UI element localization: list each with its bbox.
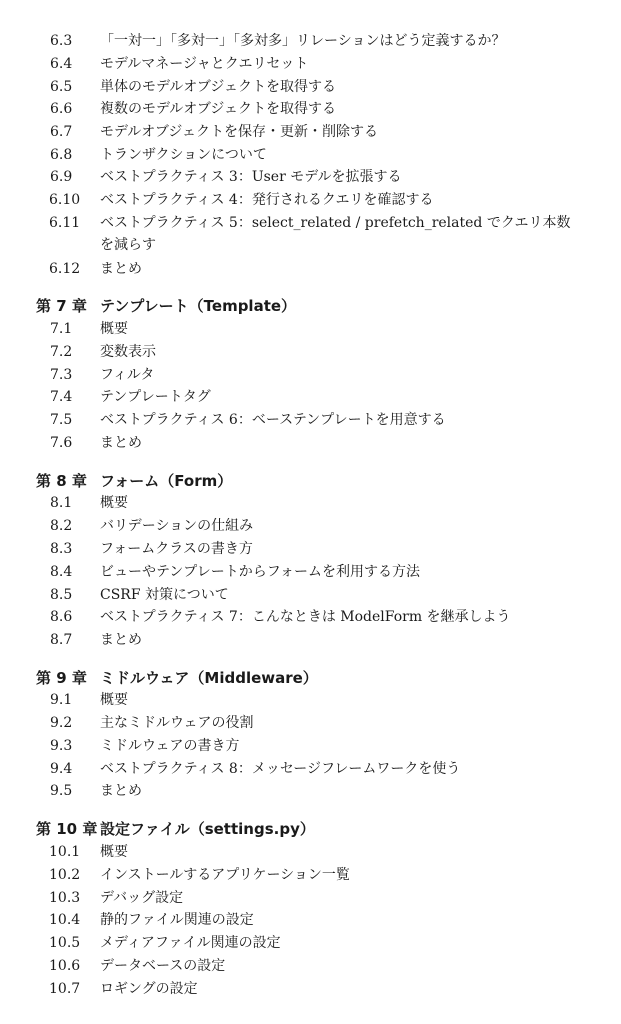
section-number: 10.5 [49,935,81,951]
section-title-continued: を減らす [100,237,156,253]
section-title: ロギングの設定 [100,981,198,997]
section-title: 概要 [100,321,128,337]
section-title: 概要 [100,692,128,708]
section-number: 8.5 [50,587,73,603]
section-number: 6.7 [50,124,73,140]
section-number: 10.6 [49,958,81,974]
chapter-number: 第 9 章 [36,669,87,687]
section-title: まとめ [100,632,142,648]
section-number: 9.5 [50,783,73,799]
section-number: 10.3 [49,890,81,906]
section-title: ミドルウェアの書き方 [100,738,240,754]
section-number: 10.2 [49,867,81,883]
section-title: 複数のモデルオブジェクトを取得する [100,101,337,117]
section-number: 9.1 [50,692,73,708]
section-number: 9.4 [50,761,73,777]
section-title: インストールするアプリケーション一覧 [100,867,350,883]
section-title: ベストプラクティス 5：select_related / prefetch_related でクエリ本数 [100,215,571,231]
section-title: 静的ファイル関連の設定 [100,912,254,928]
chapter-title: 設定ファイル（settings.py） [100,820,315,838]
section-title: まとめ [100,435,142,451]
section-title: 概要 [100,844,128,860]
section-number: 7.1 [50,321,73,337]
section-number: 6.4 [50,56,73,72]
section-number: 8.6 [50,609,73,625]
section-title: トランザクションについて [100,147,267,163]
section-title: まとめ [100,261,142,277]
section-number: 10.7 [49,981,81,997]
section-number: 7.2 [50,344,73,360]
section-title: メディアファイル関連の設定 [100,935,281,951]
section-number: 9.3 [50,738,73,754]
section-title: ベストプラクティス 8：メッセージフレームワークを使う [100,761,461,777]
chapter-number: 第 8 章 [36,472,87,490]
section-title: モデルオブジェクトを保存・更新・削除する [100,124,379,140]
section-number: 9.2 [50,715,73,731]
section-title: モデルマネージャとクエリセット [100,56,309,72]
section-title: フォームクラスの書き方 [100,541,253,557]
section-number: 6.3 [50,33,73,49]
section-title: 「一対一」「多対一」「多対多」リレーションはどう定義するか？ [100,33,506,49]
section-number: 6.5 [50,79,73,95]
chapter-title: フォーム（Form） [100,472,233,490]
section-number: 8.1 [50,495,73,511]
section-title: ベストプラクティス 3：User モデルを拡張する [100,169,402,185]
section-title: ベストプラクティス 6：ベーステンプレートを用意する [100,412,446,428]
section-title: CSRF 対策について [100,587,229,603]
section-title: 主なミドルウェアの役割 [100,715,254,731]
section-number: 6.8 [50,147,73,163]
chapter-title: テンプレート（Template） [100,297,297,315]
section-number: 7.4 [50,389,73,405]
section-number: 10.4 [49,912,81,928]
chapter-number: 第 7 章 [36,297,87,315]
section-number: 8.3 [50,541,73,557]
section-title: テンプレートタグ [100,389,211,405]
section-number: 10.1 [49,844,81,860]
chapter-title: ミドルウェア（Middleware） [100,669,318,687]
section-title: ベストプラクティス 4：発行されるクエリを確認する [100,192,434,208]
section-title: ベストプラクティス 7：こんなときは ModelForm を継承しよう [100,609,511,625]
section-title: まとめ [100,783,142,799]
section-number: 8.7 [50,632,73,648]
section-number: 6.10 [49,192,81,208]
chapter-number: 第 10 章 [36,820,98,838]
section-number: 7.5 [50,412,73,428]
section-number: 8.4 [50,564,73,580]
section-title: 概要 [100,495,128,511]
section-title: フィルタ [100,367,155,383]
section-number: 6.11 [49,215,81,231]
section-number: 8.2 [50,518,73,534]
section-title: デバッグ設定 [100,890,184,906]
section-number: 6.12 [49,261,81,277]
section-number: 7.3 [50,367,73,383]
section-number: 7.6 [50,435,73,451]
section-number: 6.6 [50,101,73,117]
section-title: 単体のモデルオブジェクトを取得する [100,79,337,95]
section-number: 6.9 [50,169,73,185]
section-title: ビューやテンプレートからフォームを利用する方法 [100,564,421,580]
section-title: データベースの設定 [100,958,226,974]
section-title: 変数表示 [100,344,156,360]
section-title: バリデーションの仕組み [100,518,254,534]
